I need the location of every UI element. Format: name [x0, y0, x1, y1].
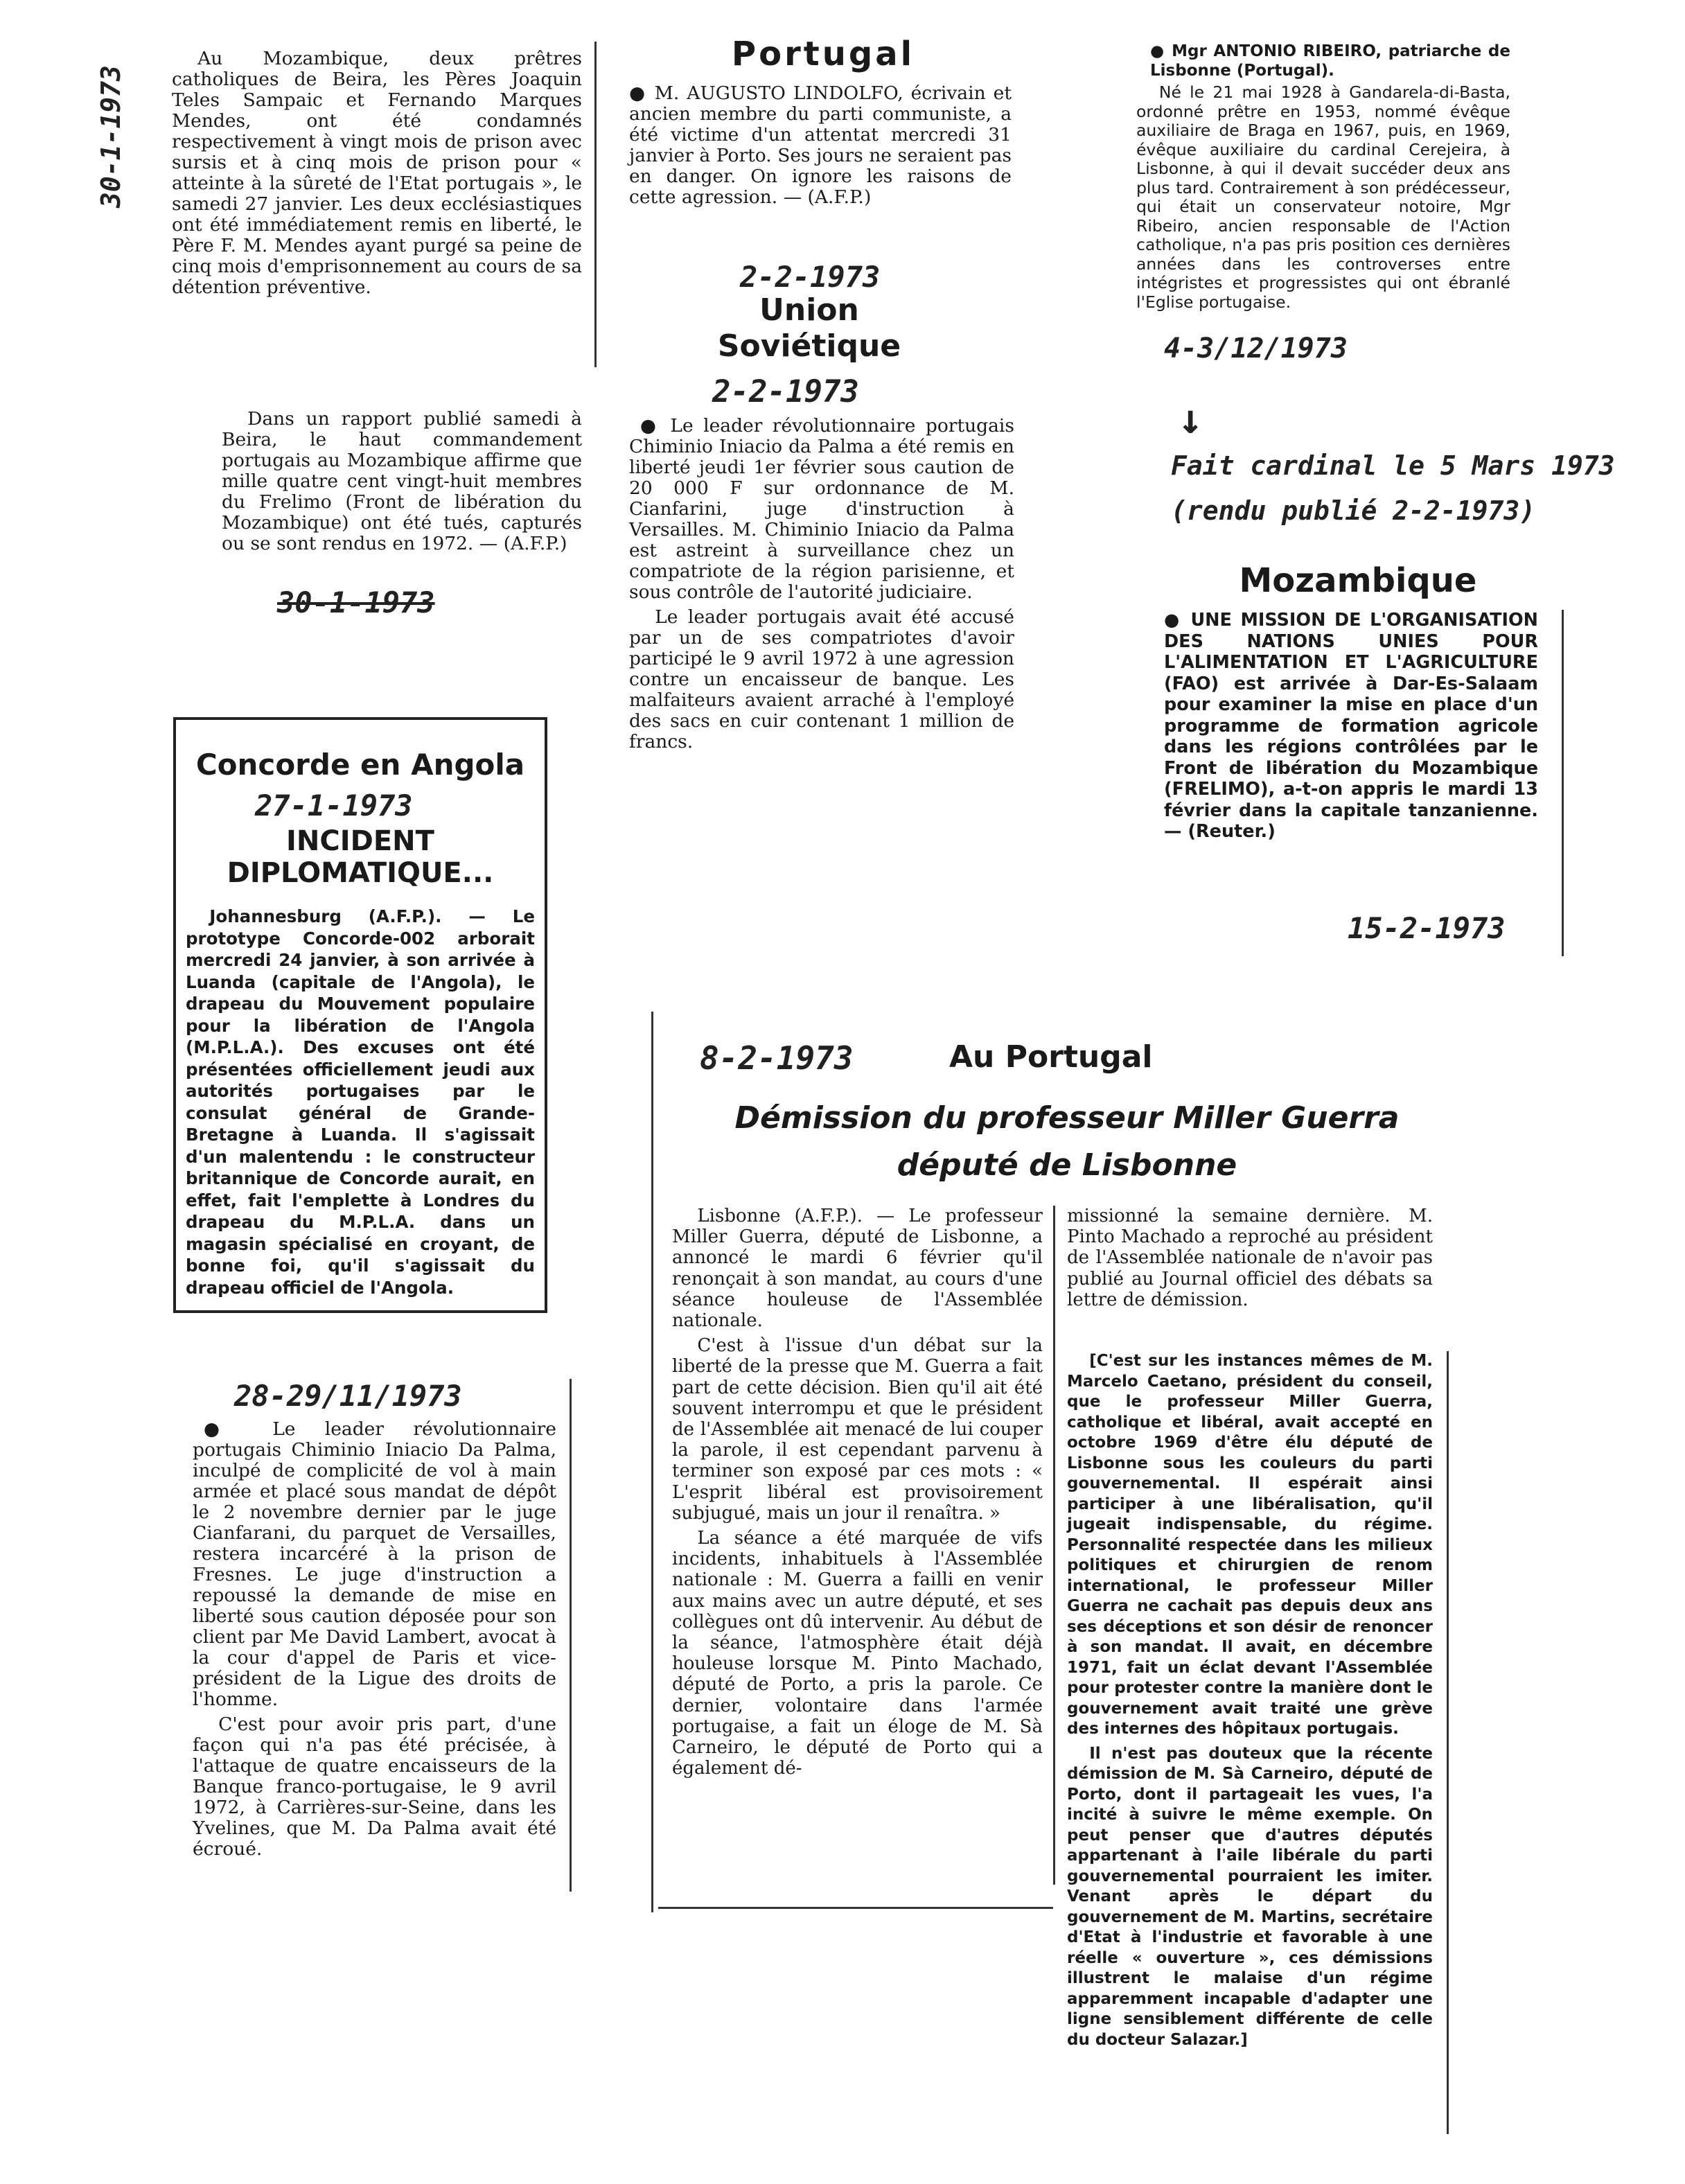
paragraph: Lisbonne (A.F.P.). — Le professeur Miller Guerra, député de Lisbonne, a annoncé le mardi 6 février qu'il renonçait à son mandat, au cours d'une séance houleuse de l'Assemblée nationale. [672, 1206, 1043, 1332]
paragraph: ● Le leader révolutionnaire portugais Chiminio Iniacio da Palma a été remis en liberté jeudi 1er février sous caution de 20 000 F sur ordonnance de M. Cianfarini, juge d'instruction à Versailles. M. Chiminio Iniacio da Palma est astreint à surveillance chez un compatriote de la région parisienne, et sous contrôle de l'autorité judiciaire. [629, 416, 1014, 603]
margin-date: 30-1-1973 [96, 65, 126, 208]
date-annotation: 28-29/11/1973 [234, 1379, 462, 1413]
article-body [629, 416, 1014, 757]
paragraph: ● Mgr ANTONIO RIBEIRO, patriarche de Lisbonne (Portugal). [1150, 42, 1510, 80]
paragraph: missionné la semaine dernière. M. Pinto Machado a reproché au président de l'Assemblée nationale de n'avoir pas publié au Journal officiel des débats sa lettre de démission. [1067, 1206, 1433, 1310]
clip-palma-release [629, 374, 1014, 818]
cut-off-heading: Union Soviétique [717, 292, 901, 364]
paragraph: Né le 21 mai 1928 à Gandarela-di-Basta, ordonné prêtre en 1953, nommé évêque auxiliaire de Braga en 1967, puis, en 1969, évêque auxiliaire du cardinal Cerejeira, à Lisbonne, à qui il devait succéder deux ans plus tard. Contrairement à son prédécesseur, qui était un conservateur notoire, Mgr Ribeiro, ancien responsable de l'Action catholique, n'a pas pris position ces dernières années dans les controverses entre intégristes et progressistes qui ont ébranlé l'Eglise portugaise. [1136, 82, 1510, 312]
article-column-2-bold [1067, 1351, 1433, 2054]
article-body: ● UNE MISSION DE L'ORGANISATION DES NATIONS UNIES POUR L'ALIMENTATION ET L'AGRICULTURE (FAO) est arrivée à Dar-Es-Salaam pour examiner la mise en place d'un programme de formation agricole dans les régions contrôlées par le Front de libération du Mozambique (FRELIMO), a-t-on appris le mardi 13 février dans la capitale tanzanienne. — (Reuter.) [1164, 610, 1538, 843]
column-rule [651, 1012, 653, 1912]
column-rule [594, 42, 597, 367]
date-annotation: 15-2-1973 [1348, 911, 1506, 945]
arrow-icon: ↓ [1178, 395, 1203, 443]
column-rule [1053, 1206, 1055, 1885]
paragraph: Il n'est pas douteux que la récente démission de M. Sà Carneiro, député de Porto, dont il partageait les vues, l'a incité à suivre le même exemple. On peut penser que d'autres députés appartenant à l'aile libérale du parti gouvernemental pourraient les imiter. Venant après le départ du gouvernement de M. Martins, secrétaire d'Etat à l'industrie et favorable à une réelle « ouverture », ces démissions illustrent le malaise d'un régime apparemment incapable d'adapter une ligne sensiblement différente de celle du docteur Salazar.] [1067, 1744, 1433, 2049]
paragraph: Au Mozambique, deux prêtres catholiques de Beira, les Pères Joaquin Teles Sampaic et Fernando Marques Mendes, ont été condamnés respectivement à vingt mois de prison avec sursis et à cinq mois de prison pour « atteinte à la sûreté de l'Etat portugais », le samedi 27 janvier. Les deux ecclésiastiques ont été immédiatement remis en liberté, le Père F. M. Mendes ayant purgé sa peine de cinq mois d'emprisonnement au cours de sa détention préventive. [172, 48, 582, 298]
kicker: Au Portugal [949, 1039, 1153, 1075]
article-body [186, 906, 535, 1298]
article-column-2 [1067, 1206, 1433, 1314]
article-body [1136, 83, 1510, 312]
column-rule [1447, 1351, 1449, 2134]
date-annotation: 4-3/12/1973 [1164, 333, 1348, 364]
section-heading: Mozambique [1239, 561, 1477, 600]
paragraph: C'est à l'issue d'un débat sur la liberté de la presse que M. Guerra a fait part de cette décision. Bien qu'il ait été souvent interrompu et que le président de l'Assemblée ait menacé de lui couper la parole, il est cependant parvenu à terminer son exposé par ces mots : « L'esprit libéral est provisoirement subjugué, mais un jour il renaîtra. » [672, 1335, 1043, 1524]
clip-ribeiro [1136, 42, 1510, 367]
article-subtitle: INCIDENT DIPLOMATIQUE... [227, 825, 494, 889]
date-annotation: 2-2-1973 [740, 260, 881, 294]
date-annotation: 27-1-1973 [255, 789, 413, 822]
paragraph: C'est pour avoir pris part, d'une façon qui n'a pas été précisée, à l'attaque de quatre encaisseurs de la Banque franco-portugaise, le 9 avril 1972, à Carrières-sur-Seine, dans les Yvelines, que M. Da Palma avait été écroué. [193, 1714, 556, 1860]
section-heading: Portugal [731, 35, 915, 73]
bottom-rule [658, 1907, 1053, 1909]
clip-frelimo [222, 409, 582, 631]
paragraph: [C'est sur les instances mêmes de M. Marcelo Caetano, président du conseil, que le professeur Miller Guerra, catholique et libéral, avait accepté en octobre 1969 d'être élu député de Lisbonne sous les couleurs du parti gouvernemental. Il espérait ainsi participer à une libéralisation, qu'il jugeait indispensable, du régime. Personnalité respectée dans les milieux politiques et chirurgien de renom international, le professeur Miller Guerra ne cachait pas depuis deux ans ses déceptions et son désir de renoncer à son mandat. Il avait, en décembre 1971, fait un éclat devant l'Assemblée pour protester contre la manière dont le gouvernement avait traité une grève des internes des hôpitaux portugais. [1067, 1352, 1433, 1738]
paragraph: Dans un rapport publié samedi à Beira, le haut commandement portugais au Mozambique affirme que mille quatre cent vingt-huit membres du Frelimo (Front de libération du Mozambique) ont été tués, capturés ou se sont rendus en 1972. — (A.F.P.) [222, 408, 582, 554]
clip-guerra [651, 1012, 1510, 2162]
column-rule [1562, 610, 1564, 956]
clip-concorde [173, 717, 547, 1313]
clip-palma-incarcerated [193, 1379, 563, 1912]
article-lead [1136, 42, 1510, 80]
note-line: Fait cardinal le 5 Mars 1973 [1171, 450, 1615, 481]
clip-fao [1164, 561, 1552, 956]
paragraph: Johannesburg (A.F.P.). — Le prototype Concorde-002 arborait mercredi 24 janvier, à son arrivée à Luanda (capitale de l'Angola), le drapeau du Mouvement populaire pour la libération de l'Angola (M.P.L.A.). Des excuses ont été présentées officiellement jeudi aux autorités portugaises par le consulat général de Grande-Bretagne à Luanda. Il s'agissait d'un malentendu : le constructeur britannique de Concorde aurait, en effet, fait l'emplette à Londres du drapeau du M.P.L.A. dans un magasin spécialisé en croyant, de bonne foi, qu'il s'agissait du drapeau officiel de l'Angola. [186, 906, 535, 1298]
note-line: (rendu publié 2-2-1973) [1171, 495, 1536, 526]
date-annotation: 30-1-1973 [277, 585, 435, 619]
paragraph: Le leader portugais avait été accusé par un de ses compatriotes d'avoir participé le 9 avril 1972 à une agression contre un encaisseur de banque. Les malfaiteurs avaient arraché à l'employé des sacs en cuir contenant 1 million de francs. [629, 606, 1014, 752]
article-column-1 [672, 1206, 1043, 1783]
paragraph: La séance a été marquée de vifs incidents, inhabituels à l'Assemblée nationale : M. Guerra a failli en venir aux mains avec un autre député, et ses collègues ont dû intervenir. Au début de la séance, l'atmosphère était déjà houleuse lorsque M. Pinto Machado, député de Porto, a pris la parole. Ce dernier, volontaire dans l'armée portugaise, a fait un éloge de M. Sà Carneiro, le député de Porto qui a également dé- [672, 1528, 1043, 1779]
article-title: Concorde en Angola [195, 748, 525, 782]
clip-portugal-lindolfo [629, 35, 1017, 364]
column-rule [570, 1379, 572, 1892]
article-body [222, 409, 582, 554]
headline: Démission du professeur Miller Guerra [734, 1100, 1400, 1136]
handwritten-note [1164, 395, 1663, 561]
headline: député de Lisbonne [897, 1147, 1237, 1183]
article-body [193, 1419, 556, 1864]
paragraph: ● Le leader révolutionnaire portugais Chiminio Iniacio Da Palma, inculpé de complicité de vol à main armée et placé sous mandat de dépôt le 2 novembre dernier par le juge Cianfarani, du parquet de Versailles, restera incarcéré à la prison de Fresnes. Le juge d'instruction a repoussé la demande de mise en liberté sous caution déposée pour son client par Me David Lambert, avocat à la cour d'appel de Paris et vice-président de la Ligue des droits de l'homme. [193, 1419, 556, 1710]
article-body [172, 49, 582, 298]
clip-mozambique-priests [96, 48, 588, 374]
article-body: ● M. AUGUSTO LINDOLFO, écrivain et ancien membre du parti communiste, a été victime d'un attentat mercredi 31 janvier à Porto. Ses jours ne seraient pas en danger. On ignore les raisons de cette agression. — (A.F.P.) [629, 83, 1012, 208]
date-annotation: 8-2-1973 [700, 1039, 854, 1077]
date-annotation: 2-2-1973 [712, 374, 859, 410]
